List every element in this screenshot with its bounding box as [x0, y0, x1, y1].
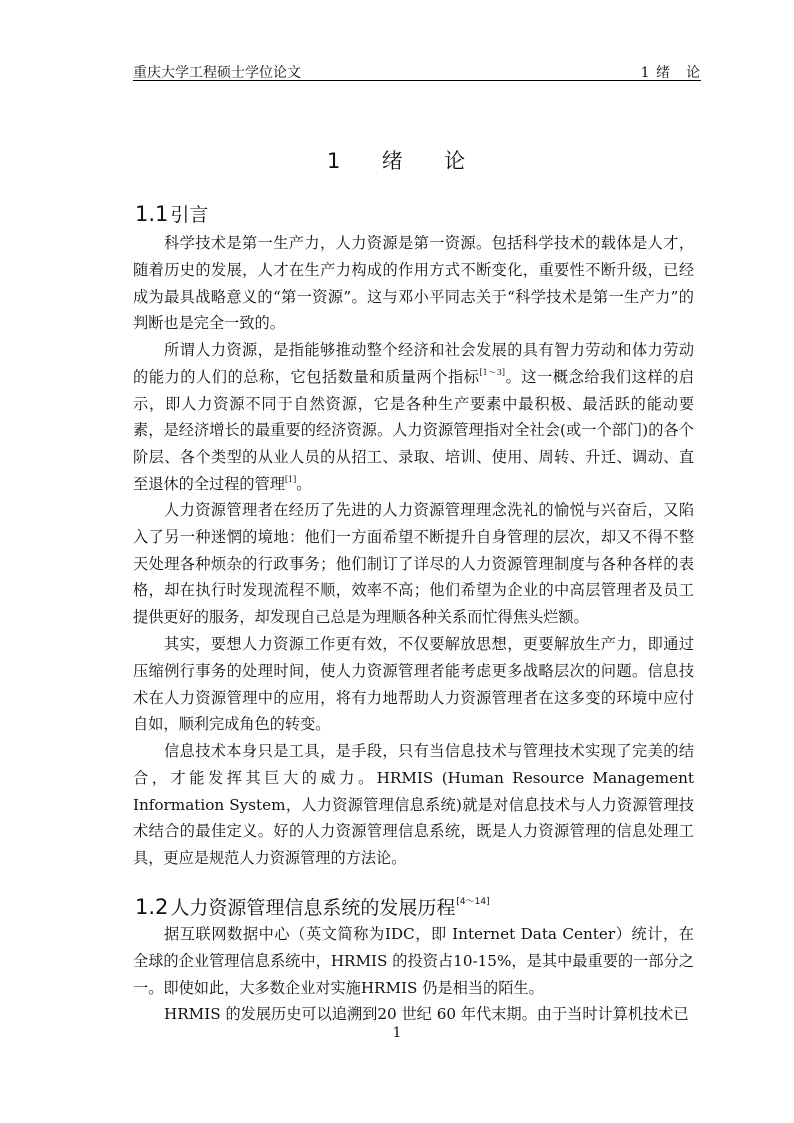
- section-number: 1.2: [135, 895, 169, 919]
- citation: [4～14]: [456, 897, 490, 907]
- paragraph: HRMIS 的发展历史可以追溯到20 世纪 60 年代末期。由于当时计算机技术已: [164, 1005, 689, 1023]
- paragraph: 据互联网数据中心（英文简称为IDC，即 Internet Data Center）统计，在全球的企业管理信息系统中，HRMIS 的投资占10-15%，是其中最重要的一部分之一。即使如此，大多数企业对实施HRMIS 仍是相当的陌生。: [133, 925, 694, 997]
- thesis-title-header: 重庆大学工程硕士学位论文: [133, 65, 301, 81]
- chapter-title: [0, 145, 794, 175]
- section-title: 人力资源管理信息系统的发展历程: [170, 897, 456, 919]
- section-title: 引言: [170, 204, 209, 226]
- paragraph: 人力资源管理者在经历了先进的人力资源管理理念洗礼的愉悦与兴奋后，又陷入了另一种迷惘的境地：他们一方面希望不断提升自身管理的层次，却又不得不整天处理各种烦杂的行政事务；他们制订了详尽的人力资源管理制度与各种各样的表格，却在执行时发现流程不顺，效率不高；他们希望为企业的中高层管理者及员工提供更好的服务，却发现自己总是为理顺各种关系而忙得焦头烂额。: [133, 501, 694, 627]
- paragraph: 科学技术是第一生产力，人力资源是第一资源。包括科学技术的载体是人才，随着历史的发展，人才在生产力构成的作用方式不断变化，重要性不断升级，已经成为最具战略意义的“第一资源”。这与邓小平同志关于“科学技术是第一生产力”的判断也是完全一致的。: [133, 234, 694, 333]
- paragraph: 信息技术本身只是工具，是手段，只有当信息技术与管理技术实现了完美的结合，才能发挥其巨大的威力。HRMIS (Human Resource Management Information System，人力资源管理信息系统)就是对信息技术与人力资源管理技术结合的最佳定义。好的人力资源管理信息系统，既是人力资源管理的信息处理工具，更应是规范人力资源管理的方法论。: [133, 742, 694, 868]
- running-header: [133, 60, 701, 80]
- citation: [1～3]: [479, 367, 506, 377]
- chapter-header: 1 绪 论: [640, 65, 701, 81]
- section-number: 1.1: [135, 202, 169, 226]
- chapter-number: 1: [326, 149, 343, 173]
- paragraph: 其实，要想人力资源工作更有效，不仅要解放思想，更要解放生产力，即通过压缩例行事务的处理时间，使人力资源管理者能考虑更多战略层次的问题。信息技术在人力资源管理中的应用，将有力地帮助人力资源管理者在这多变的环境中应付自如，顺利完成角色的转变。: [133, 635, 694, 734]
- citation: [1]: [284, 474, 297, 484]
- paragraph: 所谓人力资源，是指能够推动整个经济和社会发展的具有智力劳动和体力劳动的能力的人们的总称，它包括数量和质量两个指标[1～3]。这一概念给我们这样的启示，即人力资源不同于自然资源，它是各种生产要素中最积极、最活跃的能动要素，是经济增长的最重要的经济资源。人力资源管理指对全社会(或一个部门)的各个阶层、各个类型的从业人员的从招工、录取、培训、使用、周转、升迁、调动、直至退休的全过程的管理[1]。: [133, 341, 695, 493]
- section-heading-1-2: [135, 893, 490, 920]
- header-divider: [133, 80, 701, 81]
- chapter-title-char-2: 论: [444, 149, 468, 173]
- section-heading-1-1: [135, 200, 208, 227]
- chapter-title-char-1: 绪: [381, 149, 405, 173]
- page-number: 1: [392, 1025, 402, 1041]
